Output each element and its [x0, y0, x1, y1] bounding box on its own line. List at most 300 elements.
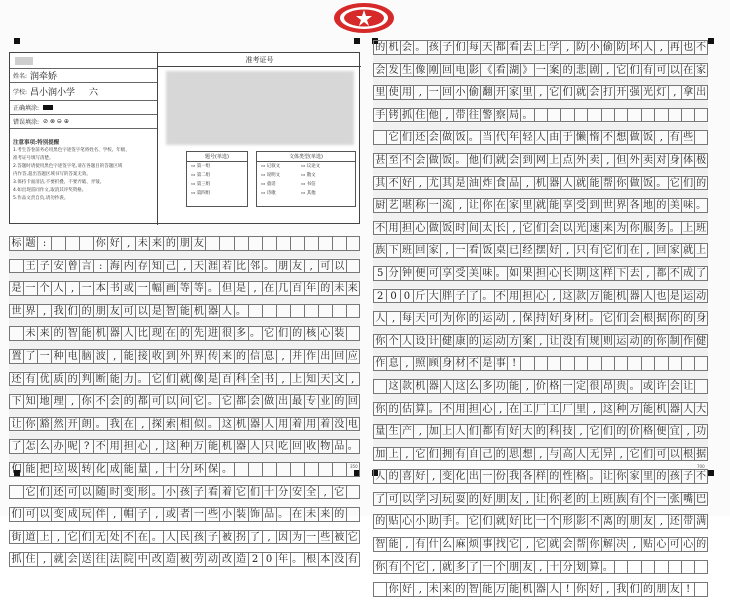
school-value: 昌小润小学 — [30, 88, 76, 98]
grid-cell: 它 — [601, 243, 614, 258]
grid-cell: 器 — [668, 402, 681, 417]
grid-cell: 耍 — [453, 492, 466, 507]
grid-cell: 好 — [547, 243, 560, 258]
grid-cell: 往 — [467, 108, 480, 123]
grid-cell — [681, 108, 694, 123]
grid-cell: 多 — [234, 326, 248, 341]
grid-cell: 变 — [51, 507, 65, 522]
grid-cell: 们 — [65, 304, 79, 319]
grid-cell: 不 — [93, 439, 107, 454]
grid-cell: 它 — [234, 485, 248, 500]
grid-cell: 能 — [386, 537, 399, 552]
grid-cell: 这 — [560, 289, 573, 304]
grid-cell: , — [427, 560, 440, 575]
correct-fill-label: 正确填涂: — [13, 105, 40, 112]
grid-cell: 会 — [507, 153, 520, 168]
grid-cell: 的 — [121, 394, 135, 409]
grid-cell: 运 — [480, 311, 493, 326]
grid-cell: 族 — [614, 492, 627, 507]
grid-cell: 人 — [534, 130, 547, 145]
grid-cell: 回 — [440, 63, 453, 78]
grid-cell — [332, 462, 346, 477]
grid-cell: 0 — [262, 552, 276, 567]
grid-cell: , — [400, 537, 413, 552]
grid-cell: 因 — [276, 530, 290, 545]
grid-cell: 们 — [641, 447, 654, 462]
grid-cell: 人 — [373, 311, 386, 326]
grid-cell: 一 — [37, 349, 51, 364]
grid-line — [373, 469, 708, 492]
grid-cell: 还 — [51, 485, 65, 500]
grid-cell: , — [547, 289, 560, 304]
grid-cell: 玩 — [79, 507, 93, 522]
grid-cell: 它 — [23, 485, 37, 500]
grid-cell: , — [248, 281, 262, 296]
grid-cell: 未 — [135, 236, 149, 251]
grid-cell: 题 — [23, 236, 37, 251]
grid-cell: 子 — [205, 530, 219, 545]
grid-cell: ! — [507, 356, 520, 371]
grid-cell: 器 — [534, 582, 547, 597]
name-row — [10, 69, 157, 83]
group-option[interactable]: ▭ 第三组 — [191, 182, 211, 187]
grid-cell: 麻 — [453, 537, 466, 552]
grid-cell: 其 — [440, 176, 453, 191]
grid-cell: 帮 — [574, 537, 587, 552]
group-option[interactable]: ▭ 第一组 — [191, 164, 211, 169]
grid-cell: 制 — [668, 334, 681, 349]
grid-cell: 能 — [79, 326, 93, 341]
grid-cell — [318, 304, 332, 319]
grid-cell: 价 — [534, 379, 547, 394]
group-option[interactable]: ▭ 第二组 — [191, 173, 211, 178]
grid-cell: 它 — [346, 530, 360, 545]
grid-cell — [79, 236, 93, 251]
grid-cell: 。 — [696, 200, 707, 212]
grid-cell: , — [65, 281, 79, 296]
grid-cell: 的 — [681, 311, 694, 326]
grid-cell: 你 — [668, 311, 681, 326]
grid-cell: , — [574, 424, 587, 439]
grid-cell: 局 — [507, 108, 520, 123]
grid-cell: 到 — [587, 198, 600, 213]
grid-cell: 享 — [440, 266, 453, 281]
grid-cell: 街 — [9, 530, 23, 545]
grid-cell: 察 — [494, 108, 507, 123]
grid-cell: , — [440, 108, 453, 123]
grid-cell: 斤 — [413, 289, 426, 304]
grid-cell: 悲 — [574, 63, 587, 78]
grid-cell: 未 — [427, 582, 440, 597]
grid-cell: 方 — [507, 334, 520, 349]
grid-cell: 间 — [467, 221, 480, 236]
grid-cell: 十 — [547, 560, 560, 575]
grid-cell: 一 — [453, 243, 466, 258]
grid-cell: 朋 — [654, 582, 667, 597]
grid-cell: 能 — [547, 198, 560, 213]
grid-cell: 还 — [413, 130, 426, 145]
grid-cell: 出 — [276, 394, 290, 409]
grid-cell: 大 — [520, 424, 533, 439]
grid-cell: 量 — [135, 462, 149, 477]
grid-cell: 以 — [400, 492, 413, 507]
grid-cell: 里 — [641, 469, 654, 484]
grid-cell: 安 — [51, 259, 65, 274]
group-option[interactable]: ▭ 第四组 — [191, 191, 211, 196]
grid-cell: 的 — [65, 372, 79, 387]
grid-cell: , — [413, 424, 426, 439]
grid-cell: 们 — [9, 507, 23, 522]
grid-cell: 务 — [654, 221, 667, 236]
grid-cell: , — [534, 334, 547, 349]
grid-cell: 发 — [386, 63, 399, 78]
grid-cell: 十 — [262, 485, 276, 500]
grid-cell: 卖 — [587, 153, 600, 168]
grid-cell — [346, 485, 360, 500]
grid-cell: , — [507, 311, 520, 326]
grid-cell: 都 — [135, 394, 149, 409]
grid-cell: 朗 — [79, 417, 93, 432]
grid-cell: 大 — [427, 289, 440, 304]
grid-cell: 信 — [248, 349, 262, 364]
exam-number-panel — [158, 53, 361, 225]
grid-cell: 来 — [318, 507, 332, 522]
grid-cell: 造 — [163, 552, 177, 567]
grid-cell: 智 — [65, 326, 79, 341]
grid-cell: 人 — [560, 176, 573, 191]
grid-cell: 会 — [547, 221, 560, 236]
grid-cell: 们 — [627, 582, 640, 597]
grid-cell: 巴 — [696, 493, 707, 505]
grid-cell: 不 — [121, 530, 135, 545]
grid-cell: 种 — [177, 439, 191, 454]
grid-cell: 一 — [304, 530, 318, 545]
grid-cell: 外 — [574, 153, 587, 168]
grid-cell: 万 — [627, 402, 640, 417]
grid-cell: 上 — [37, 530, 51, 545]
grid-cell: 一 — [79, 281, 93, 296]
grid-cell — [694, 582, 707, 597]
grid-cell: 接 — [135, 349, 149, 364]
grid-cell: 能 — [23, 462, 37, 477]
grid-cell: 些 — [318, 530, 332, 545]
grid-cell: 能 — [177, 304, 191, 319]
grid-cell: 人 — [641, 289, 654, 304]
grid-cell: 。 — [587, 311, 600, 326]
grid-cell — [290, 462, 304, 477]
grid-cell: 的 — [373, 40, 386, 55]
grid-cell: , — [440, 243, 453, 258]
grid-cell — [601, 108, 614, 123]
grid-cell: 好 — [587, 582, 600, 597]
grid-line — [9, 530, 360, 553]
grid-cell: 看 — [494, 63, 507, 78]
grid-cell: 不 — [696, 42, 707, 53]
grid-cell: 身 — [668, 153, 681, 168]
grid-cell: 只 — [574, 243, 587, 258]
grid-cell: 湖 — [507, 63, 520, 78]
grid-cell: 我 — [614, 582, 627, 597]
genre-option[interactable]: ▭ 散文 — [301, 173, 316, 178]
grid-cell: 人 — [373, 469, 386, 484]
grid-cell: ! — [681, 582, 694, 597]
grid-cell: 它 — [534, 537, 547, 552]
grid-cell: 便 — [654, 424, 667, 439]
grid-cell: 你 — [480, 198, 493, 213]
grid-cell: ? — [79, 439, 93, 454]
grid-cell — [654, 560, 667, 575]
grid-cell — [373, 582, 386, 597]
grid-cell: 保 — [520, 311, 533, 326]
grid-cell: 有 — [386, 560, 399, 575]
grid-cell: 天 — [191, 259, 205, 274]
grid-cell: 持 — [534, 311, 547, 326]
grid-cell: 运 — [681, 289, 694, 304]
grid-cell: 成 — [681, 266, 694, 281]
grid-cell — [574, 356, 587, 371]
grid-cell: 一 — [534, 514, 547, 529]
grid-cell: 科 — [547, 424, 560, 439]
grid-cell: 让 — [9, 417, 23, 432]
grid-cell: 各 — [627, 198, 640, 213]
grid-cell: 决 — [614, 537, 627, 552]
grid-cell: 吃 — [276, 439, 290, 454]
grid-cell: 动 — [205, 552, 219, 567]
grid-cell: 外 — [177, 349, 191, 364]
registration-mark — [14, 38, 20, 44]
grid-cell: 生 — [386, 424, 399, 439]
grid-cell: 随 — [93, 485, 107, 500]
grid-cell: 用 — [400, 85, 413, 100]
grid-cell: 子 — [453, 289, 466, 304]
grid-cell: 担 — [121, 439, 135, 454]
grid-cell — [219, 236, 233, 251]
grid-cell: 许 — [654, 379, 667, 394]
grid-cell: 。 — [413, 40, 426, 55]
grid-cell: 身 — [696, 313, 707, 325]
grid-cell: 会 — [668, 379, 681, 394]
grid-cell: 与 — [547, 447, 560, 462]
grid-cell: 但 — [614, 153, 627, 168]
grid-cell: 们 — [601, 424, 614, 439]
grid-cell: 等 — [177, 281, 191, 296]
grid-cell: 但 — [219, 281, 233, 296]
grid-cell: 钟 — [400, 266, 413, 281]
grid-cell: 开 — [614, 85, 627, 100]
genre-option[interactable]: ▭ 童话 — [261, 182, 276, 187]
grid-cell: 做 — [427, 153, 440, 168]
grid-cell: 们 — [9, 462, 23, 477]
grid-cell: 光 — [641, 85, 654, 100]
grid-cell: 可 — [427, 266, 440, 281]
grid-cell: 力 — [121, 372, 135, 387]
grid-cell: 们 — [163, 372, 177, 387]
grid-cell: 可 — [23, 507, 37, 522]
grid-cell: 网 — [534, 153, 547, 168]
grid-cell: 加 — [373, 447, 386, 462]
grid-cell: 于 — [560, 130, 573, 145]
grid-cell: 器 — [107, 326, 121, 341]
grid-line — [9, 485, 360, 508]
genre-option[interactable]: ▭ 诗歌 — [261, 191, 276, 196]
genre-option[interactable]: ▭ 说明文 — [261, 173, 281, 178]
grid-cell: 人 — [248, 439, 262, 454]
grid-cell: 据 — [654, 311, 667, 326]
grid-cell: 它 — [65, 530, 79, 545]
genre-option[interactable]: ▭ 议论文 — [301, 164, 321, 169]
grid-cell: 速 — [587, 221, 600, 236]
grid-cell: : — [37, 236, 51, 251]
grid-cell: 不 — [601, 130, 614, 145]
grid-cell: , — [453, 198, 466, 213]
grid-cell: 能 — [507, 582, 520, 597]
grid-cell: , — [427, 469, 440, 484]
grid-cell: 是 — [205, 372, 219, 387]
grid-cell: 着 — [318, 417, 332, 432]
grid-cell: 的 — [163, 236, 177, 251]
grid-cell: 环 — [191, 462, 205, 477]
grid-cell: 回 — [332, 349, 346, 364]
grid-cell: 能 — [480, 582, 493, 597]
grid-cell — [668, 560, 681, 575]
grid-cell: 案 — [547, 63, 560, 78]
grid-cell: 。 — [346, 439, 360, 454]
grid-cell: 轻 — [520, 130, 533, 145]
grid-cell: 有 — [627, 492, 640, 507]
grid-cell: 。 — [262, 259, 276, 274]
grid-cell: 分 — [560, 560, 573, 575]
grid-cell: 中 — [135, 552, 149, 567]
grid-cell: 息 — [262, 349, 276, 364]
grid-cell: , — [37, 304, 51, 319]
grid-cell: 它 — [627, 447, 640, 462]
grid-cell: 在 — [121, 417, 135, 432]
grid-cell — [304, 462, 318, 477]
grid-cell — [9, 259, 23, 274]
grid-cell: 们 — [614, 311, 627, 326]
grid-cell: 看 — [467, 243, 480, 258]
grid-cell: 根 — [641, 311, 654, 326]
grid-cell: 是 — [453, 176, 466, 191]
grid-cell: 就 — [547, 537, 560, 552]
grid-cell: 机 — [413, 379, 426, 394]
genre-option[interactable]: ▭ 记叙文 — [261, 164, 281, 169]
grid-cell: 界 — [614, 198, 627, 213]
grid-cell — [51, 236, 65, 251]
grid-cell: 朋 — [627, 514, 640, 529]
grid-cell: 加 — [427, 424, 440, 439]
grid-cell: 们 — [453, 40, 466, 55]
grid-cell: 的 — [386, 402, 399, 417]
grid-cell — [654, 108, 667, 123]
grid-cell: 这 — [163, 439, 177, 454]
grid-cell: 。 — [290, 552, 304, 567]
grid-cell: 标 — [9, 236, 23, 251]
grid-cell: 不 — [400, 153, 413, 168]
grid-cell: 们 — [248, 485, 262, 500]
grid-cell: 是 — [234, 281, 248, 296]
grid-cell — [587, 356, 600, 371]
grid-cell: 算 — [413, 402, 426, 417]
grid-cell: 最 — [290, 394, 304, 409]
grid-cell: 这 — [587, 266, 600, 281]
grid-cell: 没 — [332, 417, 346, 432]
grid-cell: 有 — [494, 424, 507, 439]
grid-cell: 厨 — [373, 198, 386, 213]
grid-cell: 能 — [121, 462, 135, 477]
grid-cell: 形 — [135, 485, 149, 500]
grid-cell: , — [400, 447, 413, 462]
notice-title: 注意事项:特别提醒 — [13, 140, 60, 146]
grid-cell: 装 — [234, 507, 248, 522]
grid-cell — [248, 462, 262, 477]
grid-cell — [276, 462, 290, 477]
genre-choice-box — [256, 151, 356, 207]
grid-cell: 孩 — [427, 40, 440, 55]
grid-cell: 有 — [668, 130, 681, 145]
grid-cell — [262, 462, 276, 477]
grid-cell: 由 — [547, 130, 560, 145]
grid-cell: 影 — [574, 514, 587, 529]
grid-cell: , — [413, 582, 426, 597]
grid-cell: 下 — [386, 243, 399, 258]
grid-line — [373, 221, 708, 244]
grid-cell: 果 — [520, 266, 533, 281]
grid-cell: 带 — [681, 514, 694, 529]
grid-cell: 只 — [262, 439, 276, 454]
grid-cell: 未 — [332, 281, 346, 296]
grid-cell: 担 — [400, 221, 413, 236]
grid-line — [9, 326, 360, 349]
grid-cell: 很 — [219, 326, 233, 341]
genre-option[interactable]: ▭ 书信 — [301, 182, 316, 187]
grid-cell: 心 — [547, 266, 560, 281]
grid-cell: , — [276, 349, 290, 364]
grid-cell: 天 — [480, 40, 493, 55]
grid-cell: 些 — [681, 130, 694, 145]
grid-cell: 打 — [601, 85, 614, 100]
grid-cell: 可 — [318, 259, 332, 274]
grid-line — [373, 176, 708, 199]
grid-cell: 的 — [534, 424, 547, 439]
grid-cell: , — [641, 243, 654, 258]
grid-cell: 有 — [574, 334, 587, 349]
grid-cell: 期 — [574, 266, 587, 281]
registration-mark — [354, 38, 360, 44]
grid-cell: 动 — [627, 334, 640, 349]
grid-cell: 经 — [520, 243, 533, 258]
grid-cell: 就 — [681, 243, 694, 258]
grid-line — [373, 402, 708, 425]
genre-option[interactable]: ▭ 其他 — [301, 191, 316, 196]
grid-cell: 根 — [681, 447, 694, 462]
grid-cell: 高 — [560, 447, 573, 462]
grid-line — [373, 289, 708, 312]
grid-cell: 的 — [332, 507, 346, 522]
grid-cell: , — [560, 243, 573, 258]
grid-cell: 尤 — [427, 176, 440, 191]
grid-cell: 人 — [453, 424, 466, 439]
grid-cell: 世 — [601, 198, 614, 213]
grid-cell: 家 — [668, 243, 681, 258]
grid-cell: 然 — [51, 417, 65, 432]
grid-cell: 好 — [400, 582, 413, 597]
grid-cell: 们 — [534, 221, 547, 236]
grid-cell: 就 — [440, 560, 453, 575]
grid-cell: 它 — [507, 537, 520, 552]
grid-cell: 的 — [494, 447, 507, 462]
grid-cell: 传 — [205, 349, 219, 364]
